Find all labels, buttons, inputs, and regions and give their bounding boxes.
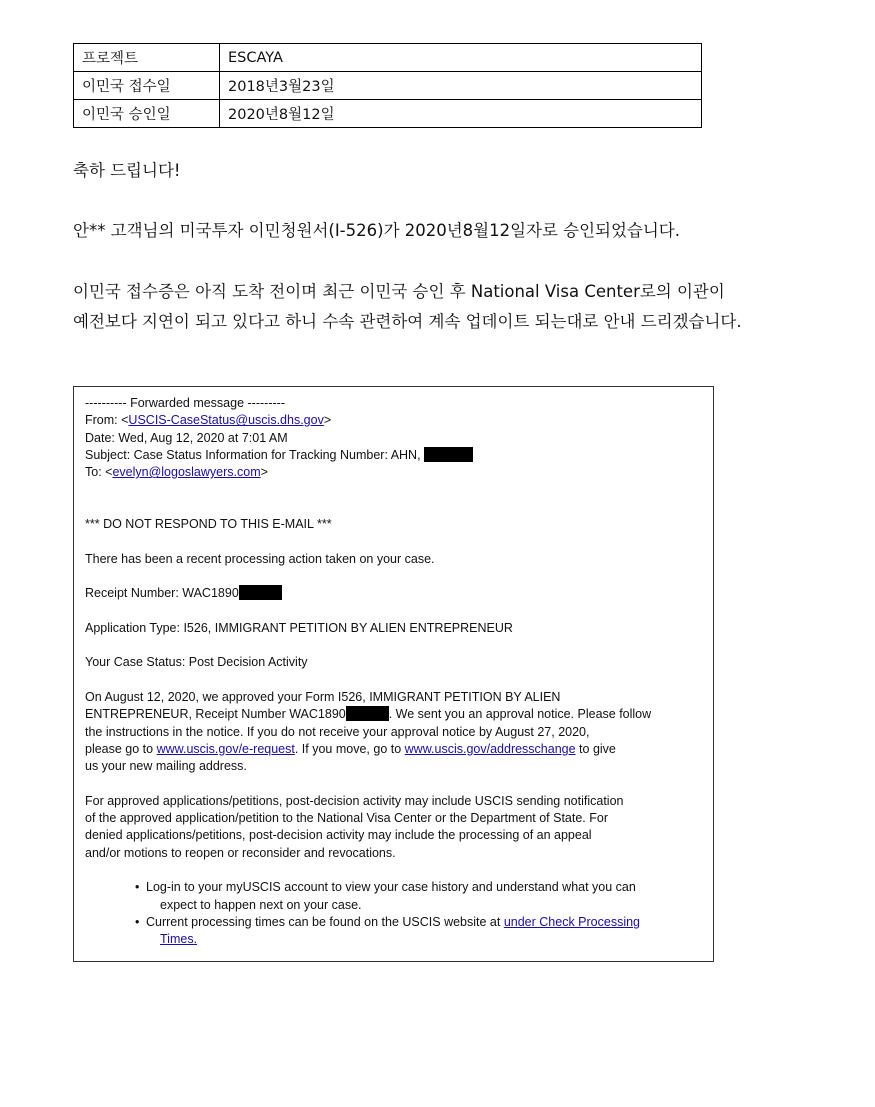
email-subject	[85, 447, 713, 464]
table-value-cell: 2018년3월23일	[220, 72, 702, 100]
congrats-text: 축하 드립니다!	[73, 161, 181, 180]
post-decision-paragraph-line: and/or motions to reopen or reconsider and revocations.	[85, 845, 396, 860]
post-decision-paragraph-line: For approved applications/petitions, post-decision activity may include USCIS sending notification	[85, 793, 624, 808]
go-to-text: please go to	[85, 741, 157, 756]
receipt-number	[85, 585, 713, 602]
forwarded-email-screenshot	[73, 386, 714, 962]
bullet-list	[85, 879, 713, 948]
bullet-text: Log-in to your myUSCIS account to view your case history and understand what you can	[146, 880, 636, 895]
redaction-bar	[346, 706, 389, 721]
list-item	[132, 914, 713, 949]
approval-paragraph-line: On August 12, 2020, we approved your Form I526, IMMIGRANT PETITION BY ALIEN	[85, 690, 561, 705]
to-give-text: to give	[575, 741, 616, 756]
table-value-cell: ESCAYA	[220, 44, 702, 72]
bullet-text	[146, 931, 713, 948]
list-item	[132, 879, 713, 914]
table-key-cell: 이민국 승인일	[74, 100, 220, 128]
email-from	[85, 412, 713, 429]
e-request-link[interactable]: www.uscis.gov/e-request	[156, 741, 295, 756]
post-decision-paragraph-line: of the approved application/petition to the National Visa Center or the Department of State. For	[85, 811, 608, 826]
from-suffix: >	[323, 413, 332, 428]
processing-times-text: Current processing times can be found on the USCIS website at	[146, 914, 504, 929]
check-processing-times-link[interactable]: under Check Processing	[503, 914, 641, 929]
redaction-bar	[239, 585, 282, 600]
approval-paragraph-line	[85, 706, 713, 723]
post-decision-paragraph-line: denied applications/petitions, post-decision activity may include the processing of an appeal	[85, 828, 592, 843]
recent-action-text: There has been a recent processing action taken on your case.	[85, 551, 435, 566]
approval-paragraph-line: the instructions in the notice. If you do not receive your approval notice by August 27, 2020,	[85, 724, 590, 739]
check-processing-times-link[interactable]: Times.	[160, 932, 198, 947]
subject-text: Subject: Case Status Information for Tracking Number: AHN,	[85, 447, 421, 462]
table-row	[74, 72, 702, 100]
table-key-cell: 프로젝트	[74, 44, 220, 72]
to-suffix: >	[260, 465, 268, 480]
from-label: From: <	[85, 413, 129, 428]
email-date: Date: Wed, Aug 12, 2020 at 7:01 AM	[85, 430, 288, 445]
approval-notice-text: . We sent you an approval notice. Please follow	[388, 707, 652, 722]
approval-paragraph-line	[85, 741, 713, 758]
table-value-cell: 2020년8월12일	[220, 100, 702, 128]
table-key-cell: 이민국 접수일	[74, 72, 220, 100]
email-to	[85, 464, 713, 481]
to-label: To: <	[85, 465, 113, 480]
bullet-icon: •	[135, 914, 140, 929]
bullet-text: expect to happen next on your case.	[160, 897, 362, 912]
if-move-text: . If you move, go to	[294, 741, 405, 756]
forwarded-header: ---------- Forwarded message ---------	[85, 396, 285, 410]
approval-paragraph-line: us your new mailing address.	[85, 759, 247, 774]
notice-text-line2: 예전보다 지연이 되고 있다고 하니 수속 관련하여 계속 업데이트 되는대로 안내 드리겠습니다.	[73, 312, 742, 331]
bullet-text	[146, 914, 713, 931]
do-not-respond-text: *** DO NOT RESPOND TO THIS E-MAIL ***	[85, 517, 332, 532]
bullet-icon: •	[135, 880, 140, 895]
receipt-inline-text: ENTREPRENEUR, Receipt Number WAC1890	[85, 707, 346, 722]
case-status: Your Case Status: Post Decision Activity	[85, 655, 308, 670]
approval-text: 안** 고객님의 미국투자 이민청원서(I-526)가 2020년8월12일자로 승인되었습니다.	[73, 221, 680, 240]
application-type: Application Type: I526, IMMIGRANT PETITION BY ALIEN ENTREPRENEUR	[85, 620, 513, 635]
redaction-bar	[424, 447, 473, 462]
table-row	[74, 100, 702, 128]
address-change-link[interactable]: www.uscis.gov/addresschange	[404, 741, 576, 756]
receipt-label: Receipt Number: WAC1890	[85, 586, 239, 601]
table-row	[74, 44, 702, 72]
project-info-table	[73, 43, 702, 128]
notice-text-line1: 이민국 접수증은 아직 도착 전이며 최근 이민국 승인 후 National Visa Center로의 이관이	[73, 282, 725, 301]
to-email-link[interactable]: evelyn@logoslawyers.com	[112, 465, 261, 480]
from-email-link[interactable]: USCIS-CaseStatus@uscis.dhs.gov	[128, 413, 324, 428]
